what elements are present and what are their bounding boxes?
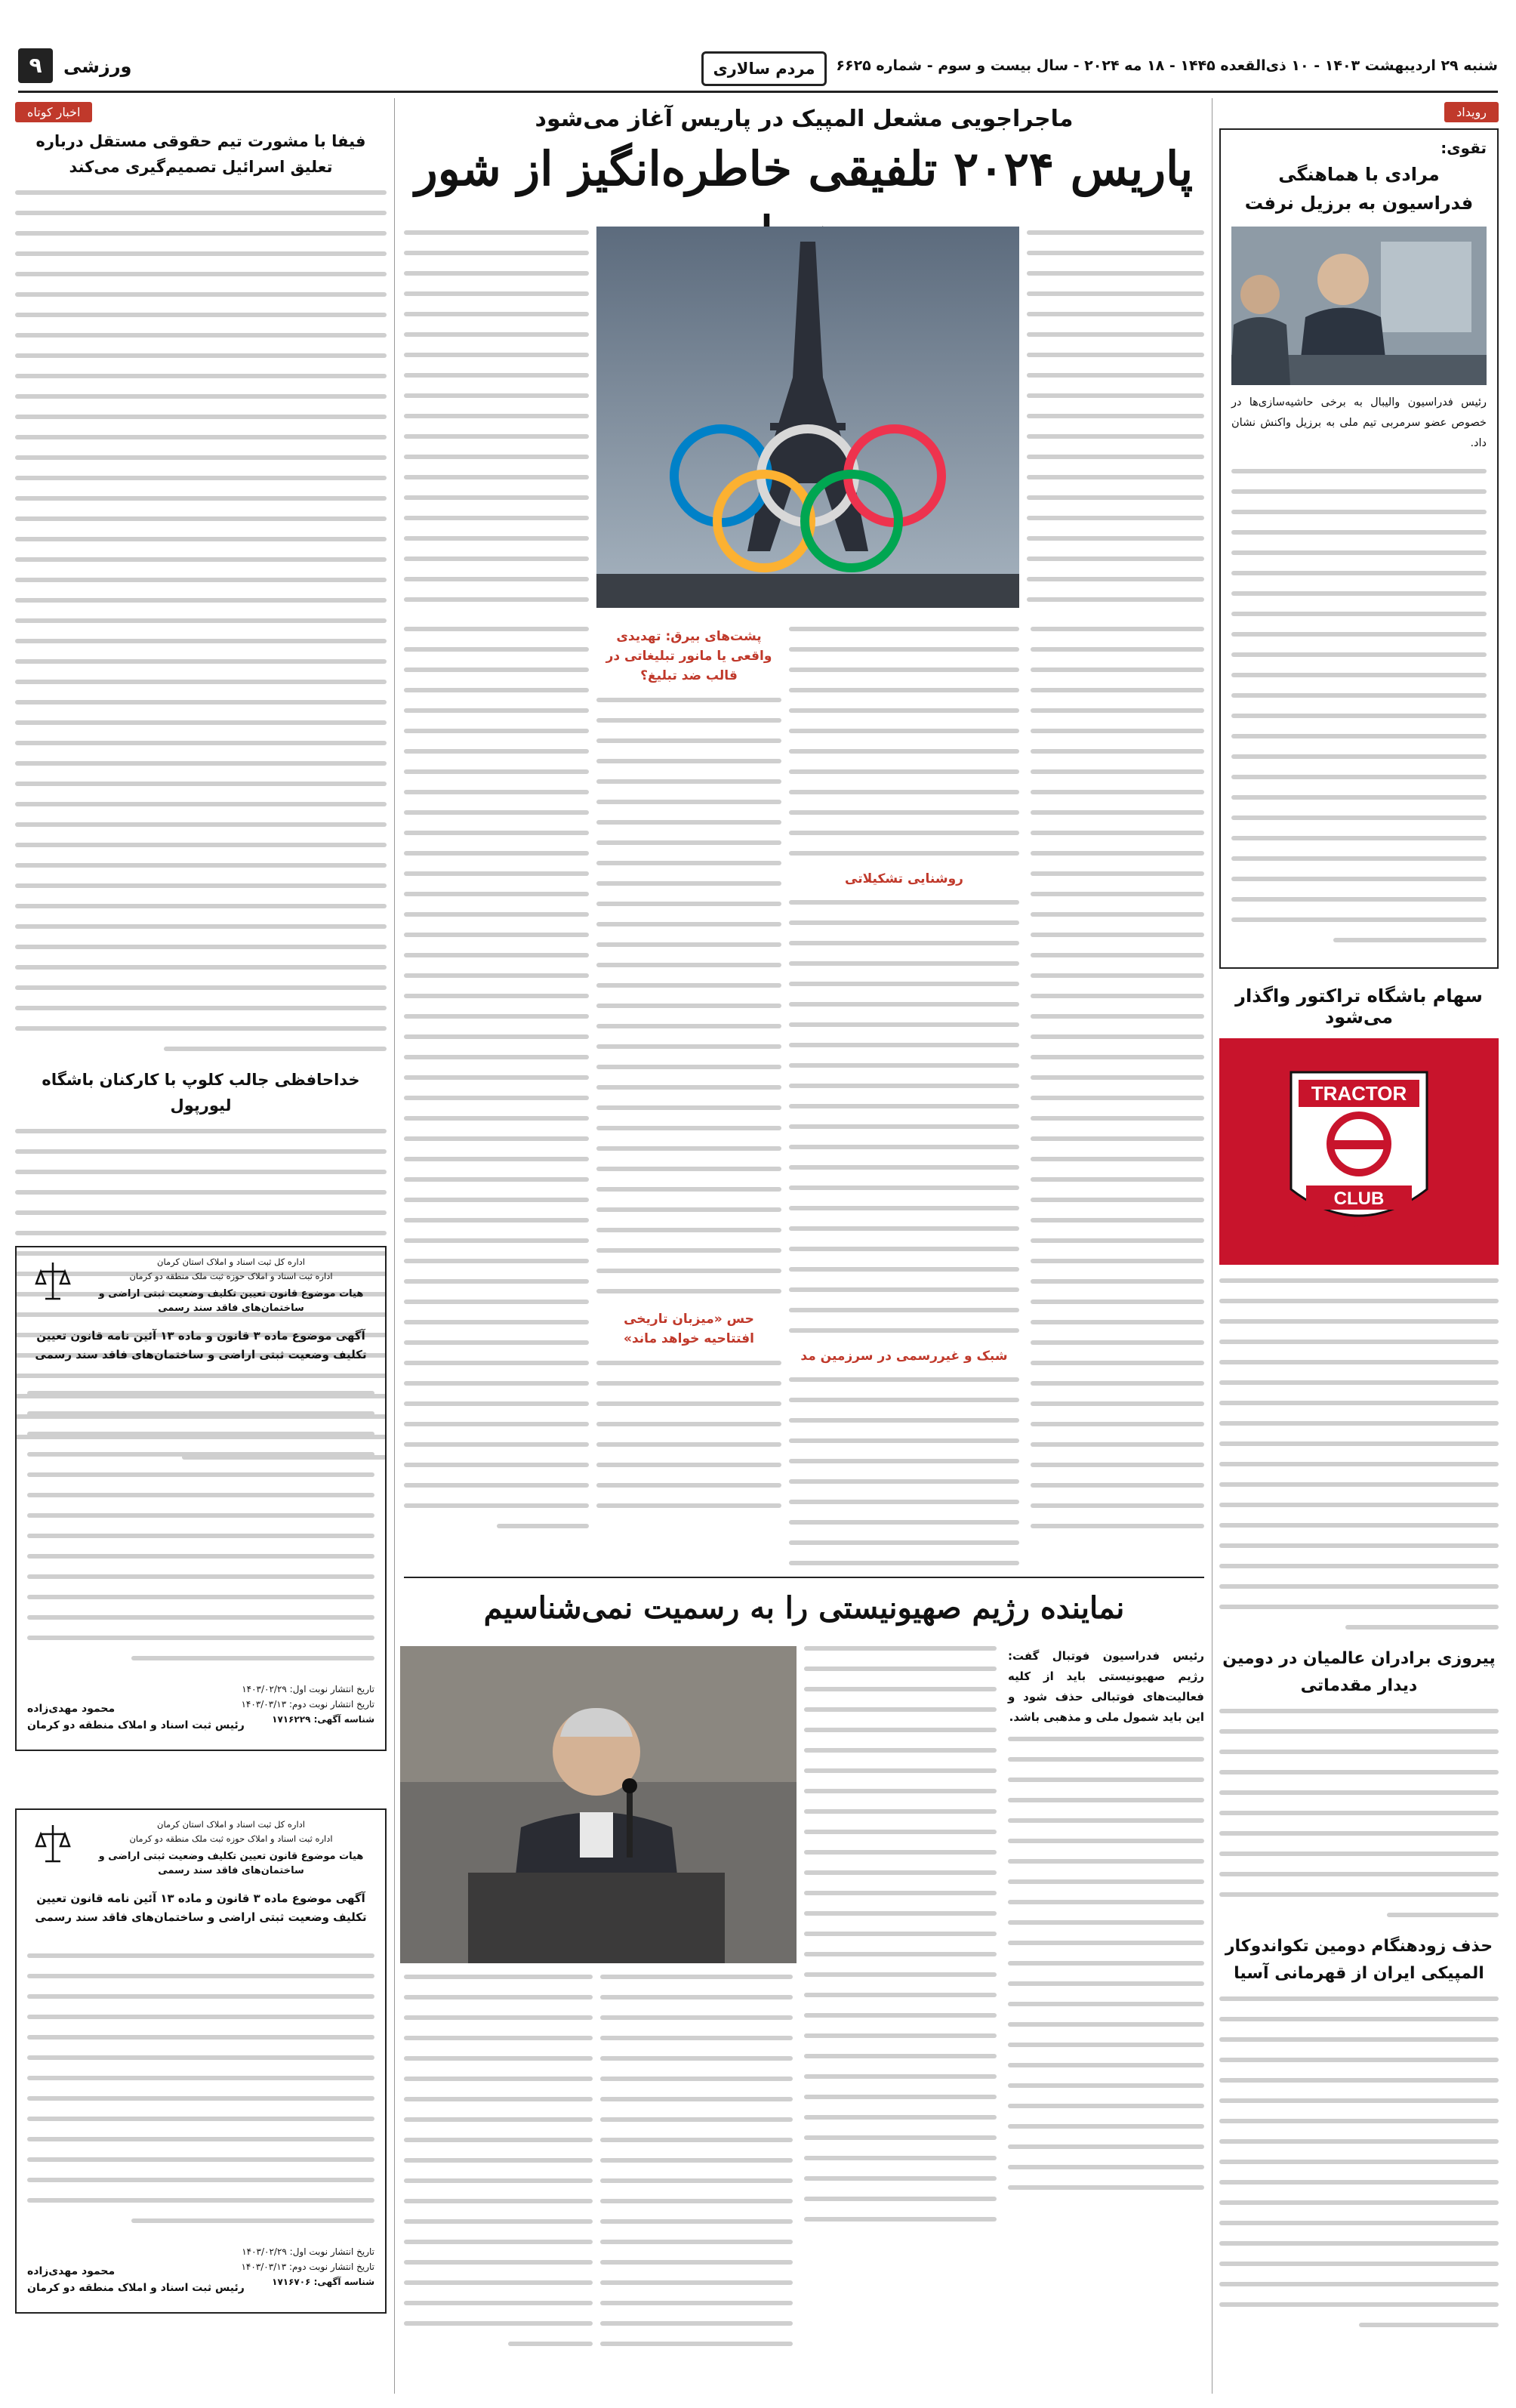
legal-notice-2 xyxy=(15,1808,387,2314)
story-headline: خداحافظی جالب کلوپ با کارکنان باشگاه لیورپول xyxy=(42,1071,360,1115)
feature-body-col-2 xyxy=(789,627,1019,1581)
story-volleyball xyxy=(1219,128,1499,969)
feature-body-col-3 xyxy=(596,627,781,1524)
feature-subhead: شبک و غیررسمی در سرزمین مد xyxy=(800,1349,1008,1364)
notice-title: هیات موضوع قانون تعیین تکلیف وضعیت ثبتی اراضی و ساختمان‌های فاقد سند رسمی xyxy=(98,1288,364,1314)
newspaper-logo: مردم سالاری xyxy=(701,51,827,86)
bottom-lead-col xyxy=(1008,1646,1204,2206)
story-body xyxy=(1231,469,1487,942)
notice-dates: تاریخ انتشار نوبت اول: ۱۴۰۳/۰۲/۲۹ تاریخ انتشار نوبت دوم: ۱۴۰۳/۰۳/۱۳ شناسه آگهی: ۱۷۱۶۷۰۶ xyxy=(241,2246,374,2287)
olympic-rings-eiffel-icon xyxy=(596,227,1019,608)
feature-body-col-4 xyxy=(404,627,589,1544)
feature-kicker: ماجراجویی مشعل المپیک در پاریس آغاز می‌شود xyxy=(535,106,1074,132)
issue-line: شنبه ۲۹ اردیبهشت ۱۴۰۳ - ۱۰ ذی‌القعده ۱۴۴۵ - ۱۸ مه ۲۰۲۴ - سال بیست و سوم - شماره ۶۶۲۵ xyxy=(836,57,1498,74)
notice-heading: آگهی موضوع ماده ۳ قانون و ماده ۱۳ آئین نامه قانون تعیین تکلیف وضعیت ثبتی اراضی و ساختمان‌های فاقد سند رسمی xyxy=(35,1329,367,1361)
page-header xyxy=(18,44,1498,93)
logo-year: 1970 xyxy=(1347,1217,1371,1229)
story-body xyxy=(15,190,387,1051)
bottom-headline: نماینده رژیم صهیونیستی را به رسمیت نمی‌شناسیم xyxy=(483,1590,1125,1626)
section-divider xyxy=(404,1577,1204,1578)
section-tag: اخبار کوتاه xyxy=(15,102,92,122)
bottom-body-col xyxy=(804,1646,997,2237)
feature-body-col-1 xyxy=(1027,230,1204,618)
story-body xyxy=(1219,1709,1499,1917)
story-headline: پیروزی برادران عالمیان در دومین دیدار مقدماتی xyxy=(1222,1649,1496,1695)
legal-notice-1 xyxy=(15,1246,387,1751)
logo-text-bottom: CLUB xyxy=(1333,1189,1385,1209)
feature-headline: پاریس ۲۰۲۴ تلفیقی خاطره‌انگیز از شور xyxy=(414,141,1194,196)
notice-signer: محمود مهدی‌زاده رئیس ثبت اسناد و املاک منطقه دو کرمان xyxy=(27,2265,245,2294)
story-headline: مرادی با هماهنگی فدراسیون به برزیل نرفت xyxy=(1244,164,1474,214)
feature-subhead: پشت‌های بیرق: تهدیدی واقعی یا مانور تبلیغاتی در قالب ضد تبلیغ؟ xyxy=(605,629,772,683)
page-number: ۹ xyxy=(18,48,53,83)
bottom-lead: رئیس فدراسیون فوتبال گفت: رژیم صهیونیستی باید از کلیه فعالیت‌های فوتبالی حذف شود و این باید شمول ملی و مذهبی باشد. xyxy=(1008,1649,1204,1724)
right-column xyxy=(1219,102,1499,2343)
feature-subhead: روشنایی تشکیلاتی xyxy=(845,871,963,886)
notice-org: اداره کل ثبت اسناد و املاک استان کرمان اداره ثبت اسناد و املاک حوزه ثبت ملک منطقه دو کرمان هیات موضوع قانون تعیین تکلیف وضعیت ثبتی اراضی و ساختمان‌های فاقد سند رسمی xyxy=(88,1255,374,1315)
feature-body-col-5 xyxy=(404,230,589,618)
story-body xyxy=(1219,1996,1499,2327)
feature-subhead: حس «میزبان تاریخی افتتاحیه خواهد ماند» xyxy=(624,1312,754,1346)
story-headline: فیفا با مشورت تیم حقوقی مستقل درباره تعلیق اسرائیل تصمیم‌گیری می‌کند xyxy=(35,132,366,176)
tractor-club-logo-icon xyxy=(1219,1038,1499,1265)
notice-dates: تاریخ انتشار نوبت اول: ۱۴۰۳/۰۲/۲۹ تاریخ انتشار نوبت دوم: ۱۴۰۳/۰۳/۱۳ شناسه آگهی: ۱۷۱۶۲۲۹ xyxy=(241,1684,374,1725)
tractor-logo xyxy=(1219,1038,1499,1265)
notice-body xyxy=(27,1953,374,2239)
logo-text-top: TRACTOR xyxy=(1311,1082,1407,1105)
news-photo xyxy=(1231,227,1487,385)
bottom-body-col xyxy=(404,1975,593,2362)
column-divider xyxy=(394,98,395,2394)
bottom-body-col xyxy=(600,1975,793,2362)
notice-org: اداره کل ثبت اسناد و املاک استان کرمان اداره ثبت اسناد و املاک حوزه ثبت ملک منطقه دو کرمان هیات موضوع قانون تعیین تکلیف وضعیت ثبتی اراضی و ساختمان‌های فاقد سند رسمی xyxy=(88,1818,374,1878)
story-kicker: تقوی: xyxy=(1441,139,1487,157)
story-lead: رئیس فدراسیون والیبال به برخی حاشیه‌سازی‌ها در خصوص عضو سرمربی تیم ملی به برزیل واکنش نشان داد. xyxy=(1231,396,1487,449)
story-headline: حذف زودهنگام دومین تکواندوکار المپیکی ایران از قهرمانی آسیا xyxy=(1225,1937,1493,1983)
notice-signer: محمود مهدی‌زاده رئیس ثبت اسناد و املاک منطقه دو کرمان xyxy=(27,1703,245,1731)
notice-body xyxy=(27,1391,374,1676)
bottom-photo xyxy=(400,1646,797,1963)
section-tag: رویداد xyxy=(1444,102,1499,122)
person-at-desk-icon xyxy=(1231,227,1487,385)
section-name: ورزشی xyxy=(63,56,132,77)
speaker-at-microphone-icon xyxy=(400,1646,797,1963)
feature-body-col-1b xyxy=(1031,627,1204,1544)
judiciary-emblem-icon xyxy=(30,1821,75,1866)
story-body xyxy=(1219,1278,1499,1629)
story-headline: سهام باشگاه تراکتور واگذار می‌شود xyxy=(1235,985,1483,1028)
notice-title: هیات موضوع قانون تعیین تکلیف وضعیت ثبتی اراضی و ساختمان‌های فاقد سند رسمی xyxy=(98,1851,364,1876)
judiciary-emblem-icon xyxy=(30,1258,75,1303)
notice-heading: آگهی موضوع ماده ۳ قانون و ماده ۱۳ آئین نامه قانون تعیین تکلیف وضعیت ثبتی اراضی و ساختمان‌های فاقد سند رسمی xyxy=(35,1892,367,1924)
feature-photo xyxy=(596,227,1019,608)
